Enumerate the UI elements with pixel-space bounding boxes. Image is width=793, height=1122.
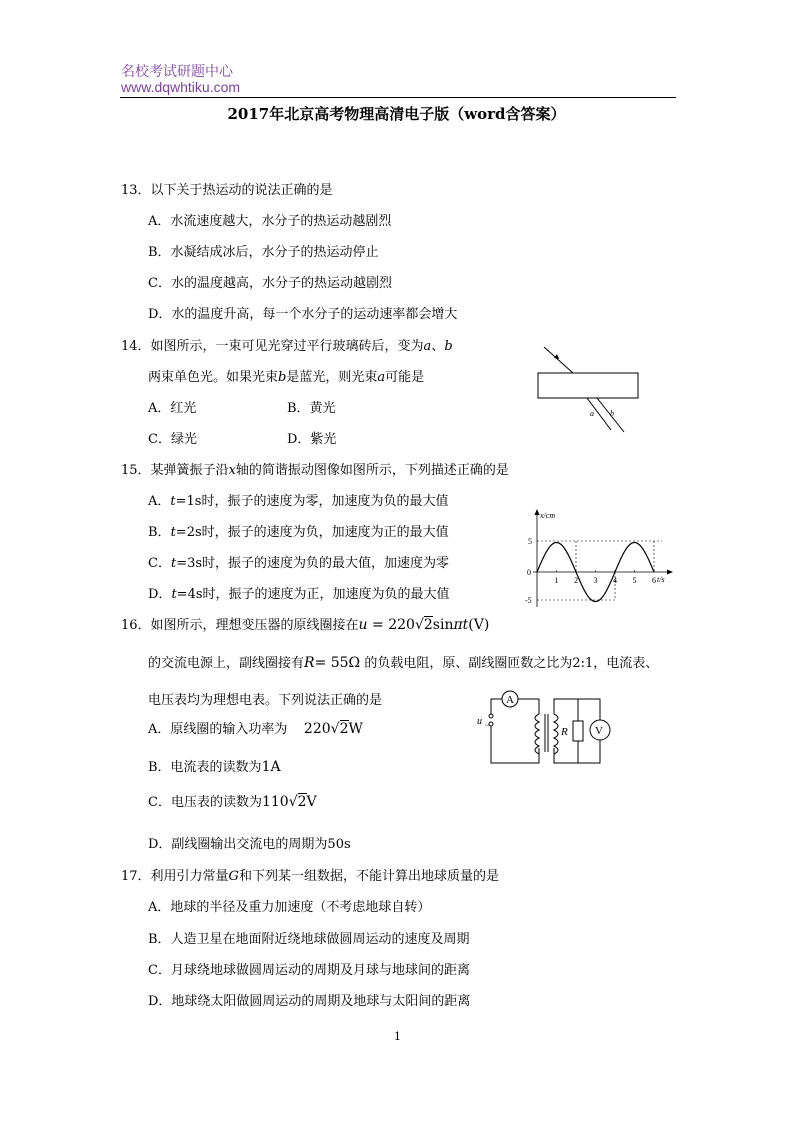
q13-option-c: C．水的温度越高，水分子的热运动越剧烈 bbox=[148, 276, 392, 291]
source-label: u bbox=[477, 716, 482, 727]
secondary-top-wire bbox=[554, 699, 600, 720]
label-b: b bbox=[610, 409, 614, 418]
y-axis-label: x/cm bbox=[540, 511, 556, 520]
q13-option-b: B．水凝结成冰后，水分子的热运动停止 bbox=[148, 245, 379, 260]
q15-option-d: D．t=4s时，振子的速度为正，加速度为负的最大值 bbox=[148, 587, 450, 602]
q17-stem: 17．利用引力常量G和下列某一组数据，不能计算出地球质量的是 bbox=[121, 869, 499, 884]
resistor bbox=[573, 721, 583, 741]
q17-option-d: D．地球绕太阳做圆周运动的周期及地球与太阳间的距离 bbox=[148, 994, 471, 1009]
ytick-neg5: -5 bbox=[525, 596, 532, 605]
transformer-circuit bbox=[475, 690, 625, 768]
xtick-label-6: 6 bbox=[652, 576, 656, 585]
ac-symbol-icon: ~ bbox=[485, 722, 489, 730]
q16-option-a: A．原线圈的输入功率为 220√2W bbox=[148, 721, 363, 737]
q15-option-c: C．t=3s时，振子的速度为负的最大值，加速度为零 bbox=[148, 556, 450, 571]
glass-slab bbox=[538, 373, 638, 398]
q16-stem-line3: 电压表均为理想电表。下列说法正确的是 bbox=[148, 693, 383, 708]
glass-slab-figure bbox=[530, 343, 650, 438]
y-axis-arrow-icon bbox=[535, 509, 540, 515]
terminal-bottom bbox=[489, 722, 493, 726]
q16-option-b: B．电流表的读数为1A bbox=[148, 759, 281, 775]
incident-ray bbox=[544, 347, 573, 373]
q14-option-d: D．紫光 bbox=[287, 432, 337, 447]
secondary-bottom-wire bbox=[554, 740, 600, 763]
q17-option-b: B．人造卫星在地面附近绕地球做圆周运动的速度及周期 bbox=[148, 932, 470, 947]
q13-stem: 13．以下关于热运动的说法正确的是 bbox=[121, 183, 333, 198]
q14-stem-line2: 两束单色光。如果光束b是蓝光，则光束a可能是 bbox=[148, 370, 425, 385]
page-title: 2017年北京高考物理高清电子版（word含答案） bbox=[227, 105, 566, 123]
label-a: a bbox=[590, 409, 594, 418]
q14-stem-line1: 14．如图所示，一束可见光穿过平行玻璃砖后，变为a、b bbox=[121, 339, 453, 354]
xtick-label-1: 1 bbox=[554, 576, 559, 585]
page-number: 1 bbox=[394, 1030, 401, 1043]
xtick-label-3: 3 bbox=[593, 576, 598, 585]
q16-option-c: C．电压表的读数为110√2V bbox=[148, 794, 317, 810]
q13-option-d: D．水的温度升高，每一个水分子的运动速率都会增大 bbox=[148, 307, 458, 322]
xtick-label-5: 5 bbox=[632, 576, 637, 585]
watermark-name: 名校考试研题中心 bbox=[121, 64, 233, 80]
resistor-label: R bbox=[561, 726, 568, 738]
q13-option-a: A．水流速度越大，水分子的热运动越剧烈 bbox=[148, 214, 392, 229]
q14-option-b: B．黄光 bbox=[287, 401, 336, 416]
q14-option-c: C．绿光 bbox=[148, 432, 197, 447]
primary-bottom-wire bbox=[491, 726, 539, 763]
q16-option-d: D．副线圈输出交流电的周期为50s bbox=[148, 837, 351, 852]
q17-option-c: C．月球绕地球做圆周运动的周期及月球与地球间的距离 bbox=[148, 963, 470, 978]
primary-coil bbox=[535, 714, 539, 754]
q16-stem-line1: 16．如图所示，理想变压器的原线圈接在u = 220√2sinπt(V) bbox=[121, 617, 490, 633]
q15-stem: 15．某弹簧振子沿x轴的简谐振动图像如图所示，下列描述正确的是 bbox=[121, 463, 509, 478]
x-axis-arrow-icon bbox=[667, 570, 673, 575]
q15-option-b: B．t=2s时，振子的速度为负，加速度为正的最大值 bbox=[148, 525, 449, 540]
x-axis-label: t/s bbox=[657, 575, 665, 584]
q16-stem-line2: 的交流电源上，副线圈接有R= 55Ω 的负载电阻，原、副线圈匝数之比为2:1，电流表、 bbox=[148, 655, 659, 671]
q15-option-a: A．t=1s时，振子的速度为零，加速度为负的最大值 bbox=[148, 494, 449, 509]
terminal-top bbox=[489, 714, 493, 718]
watermark-url[interactable]: www.dqwhtiku.com bbox=[121, 79, 241, 95]
secondary-coil bbox=[554, 714, 558, 754]
header-rule bbox=[120, 97, 676, 98]
ytick-5: 5 bbox=[528, 537, 532, 546]
shm-graph bbox=[519, 506, 679, 612]
xtick-label-4: 4 bbox=[613, 576, 617, 585]
voltmeter-label: V bbox=[595, 725, 603, 737]
q14-option-a: A．红光 bbox=[148, 401, 197, 416]
xtick-label-2: 2 bbox=[574, 576, 578, 585]
ammeter-label: A bbox=[506, 694, 514, 706]
origin-label: 0 bbox=[527, 568, 531, 577]
q17-option-a: A．地球的半径及重力加速度（不考虑地球自转） bbox=[148, 900, 431, 915]
